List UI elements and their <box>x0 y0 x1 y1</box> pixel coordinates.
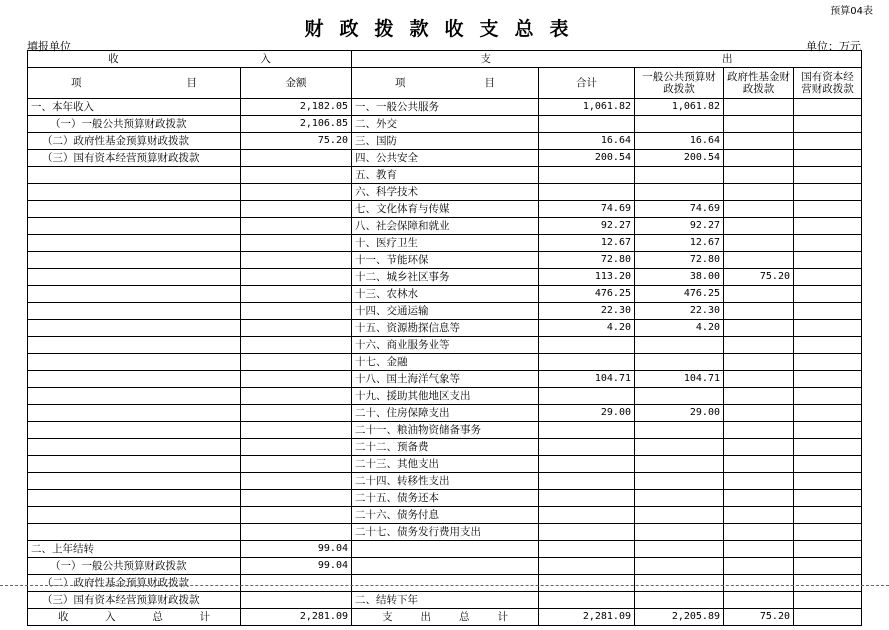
state-capital-amount <box>794 388 862 405</box>
general-budget-amount: 74.69 <box>635 201 724 218</box>
expense-item: 七、文化体育与传媒 <box>352 201 539 218</box>
state-capital-amount <box>794 99 862 116</box>
income-item <box>28 490 241 507</box>
income-item: （一）一般公共预算财政拨款 <box>28 558 241 575</box>
expense-item: 十九、援助其他地区支出 <box>352 388 539 405</box>
income-item <box>28 439 241 456</box>
state-capital-amount <box>794 524 862 541</box>
expense-item: 八、社会保障和就业 <box>352 218 539 235</box>
expense-total: 72.80 <box>539 252 635 269</box>
general-budget-amount: 104.71 <box>635 371 724 388</box>
gov-fund-amount <box>724 303 794 320</box>
item-label: 项 <box>71 77 82 89</box>
income-amount <box>241 269 352 286</box>
expense-total: 200.54 <box>539 150 635 167</box>
expense-item: 二十三、其他支出 <box>352 456 539 473</box>
table-row <box>28 99 862 116</box>
state-capital-amount <box>794 473 862 490</box>
expense-total <box>539 490 635 507</box>
expense-total <box>539 456 635 473</box>
general-budget-amount: 22.30 <box>635 303 724 320</box>
expense-item: 十八、国土海洋气象等 <box>352 371 539 388</box>
income-amount <box>241 286 352 303</box>
state-capital-amount <box>794 541 862 558</box>
expense-total <box>539 422 635 439</box>
expense-total: 29.00 <box>539 405 635 422</box>
table-row <box>28 439 862 456</box>
state-capital-header: 国有资本经营财政拨款 <box>794 68 862 99</box>
expense-item: 四、公共安全 <box>352 150 539 167</box>
header-row-2 <box>28 68 862 99</box>
expense-item: 二十五、债务还本 <box>352 490 539 507</box>
reporting-unit-label: 填报单位 <box>27 40 71 53</box>
gov-fund-amount <box>724 575 794 592</box>
income-total: 2,281.09 <box>241 609 352 626</box>
table-row <box>28 456 862 473</box>
gov-fund-total: 75.20 <box>724 609 794 626</box>
general-budget-amount <box>635 507 724 524</box>
gov-fund-amount <box>724 286 794 303</box>
income-item <box>28 167 241 184</box>
gov-fund-amount <box>724 167 794 184</box>
state-capital-amount <box>794 320 862 337</box>
expense-total <box>539 558 635 575</box>
state-capital-amount <box>794 252 862 269</box>
expense-item: 二十、住房保障支出 <box>352 405 539 422</box>
income-amount: 2,182.05 <box>241 99 352 116</box>
expense-item: 六、科学技术 <box>352 184 539 201</box>
state-capital-amount <box>794 235 862 252</box>
gov-fund-amount <box>724 150 794 167</box>
general-budget-amount <box>635 337 724 354</box>
gov-fund-amount <box>724 558 794 575</box>
income-amount <box>241 507 352 524</box>
income-item: （三）国有资本经营预算财政拨款 <box>28 150 241 167</box>
state-capital-amount <box>794 116 862 133</box>
income-item <box>28 405 241 422</box>
table-row <box>28 167 862 184</box>
expense-item: 二十一、粮油物资储备事务 <box>352 422 539 439</box>
general-budget-amount <box>635 558 724 575</box>
general-budget-amount: 200.54 <box>635 150 724 167</box>
table-row <box>28 473 862 490</box>
general-budget-amount: 12.67 <box>635 235 724 252</box>
state-capital-amount <box>794 575 862 592</box>
expense-item: 十三、农林水 <box>352 286 539 303</box>
table-row <box>28 252 862 269</box>
income-amount <box>241 337 352 354</box>
income-item <box>28 371 241 388</box>
expense-header-text: 支 <box>480 53 492 65</box>
income-item <box>28 235 241 252</box>
expense-item: 十四、交通运输 <box>352 303 539 320</box>
income-amount <box>241 371 352 388</box>
general-budget-amount: 72.80 <box>635 252 724 269</box>
expense-total: 1,061.82 <box>539 99 635 116</box>
table-row <box>28 269 862 286</box>
general-budget-amount <box>635 439 724 456</box>
expense-item: 二十六、债务付息 <box>352 507 539 524</box>
income-item <box>28 507 241 524</box>
income-amount <box>241 201 352 218</box>
state-capital-amount <box>794 490 862 507</box>
table-row <box>28 592 862 609</box>
expense-item: 十一、节能环保 <box>352 252 539 269</box>
general-budget-amount <box>635 456 724 473</box>
expense-item: 三、国防 <box>352 133 539 150</box>
expense-total <box>539 354 635 371</box>
general-budget-amount: 38.00 <box>635 269 724 286</box>
expense-item: 二十七、债务发行费用支出 <box>352 524 539 541</box>
gov-fund-amount <box>724 354 794 371</box>
gov-fund-amount <box>724 473 794 490</box>
expense-total <box>539 541 635 558</box>
income-item: （二）政府性基金预算财政拨款 <box>28 133 241 150</box>
expense-item: 十七、金融 <box>352 354 539 371</box>
expense-total: 74.69 <box>539 201 635 218</box>
income-item: 一、本年收入 <box>28 99 241 116</box>
income-item <box>28 252 241 269</box>
gov-fund-amount <box>724 99 794 116</box>
general-budget-amount <box>635 473 724 490</box>
table-row <box>28 507 862 524</box>
income-amount <box>241 405 352 422</box>
income-amount <box>241 167 352 184</box>
income-amount <box>241 422 352 439</box>
general-budget-amount <box>635 575 724 592</box>
income-total-label: 收入总计 <box>28 609 241 626</box>
expense-item: 五、教育 <box>352 167 539 184</box>
income-item <box>28 524 241 541</box>
income-item: （一）一般公共预算财政拨款 <box>28 116 241 133</box>
income-item <box>28 354 241 371</box>
general-budget-amount: 4.20 <box>635 320 724 337</box>
table-row <box>28 320 862 337</box>
expense-header-text2: 出 <box>721 53 733 65</box>
gov-fund-amount <box>724 184 794 201</box>
page-title: 财政拨款收支总表 <box>304 18 585 40</box>
table-row <box>28 558 862 575</box>
state-capital-amount <box>794 558 862 575</box>
state-capital-amount <box>794 150 862 167</box>
gov-fund-amount <box>724 507 794 524</box>
expense-total: 12.67 <box>539 235 635 252</box>
table-row <box>28 286 862 303</box>
gov-fund-amount <box>724 405 794 422</box>
item-label: 项 <box>395 77 406 89</box>
expense-total <box>539 473 635 490</box>
general-budget-amount <box>635 116 724 133</box>
expense-total <box>539 592 635 609</box>
income-item <box>28 269 241 286</box>
gov-fund-amount <box>724 218 794 235</box>
income-amount <box>241 490 352 507</box>
income-item-header <box>28 68 241 99</box>
income-header-text2: 入 <box>260 53 271 65</box>
gov-fund-amount <box>724 490 794 507</box>
income-amount: 99.04 <box>241 541 352 558</box>
gov-fund-amount <box>724 388 794 405</box>
gov-fund-amount <box>724 592 794 609</box>
budget-table <box>27 50 862 626</box>
income-amount: 99.04 <box>241 558 352 575</box>
expense-item: 十二、城乡社区事务 <box>352 269 539 286</box>
income-amount <box>241 218 352 235</box>
gov-fund-amount <box>724 201 794 218</box>
gov-fund-amount <box>724 422 794 439</box>
gov-fund-amount <box>724 337 794 354</box>
unit-label: 单位：万元 <box>806 40 861 53</box>
expense-item: 二十四、转移性支出 <box>352 473 539 490</box>
expense-item: 十六、商业服务业等 <box>352 337 539 354</box>
income-amount <box>241 473 352 490</box>
state-capital-amount <box>794 303 862 320</box>
expense-total <box>539 388 635 405</box>
gov-fund-amount <box>724 524 794 541</box>
state-capital-amount <box>794 286 862 303</box>
income-amount <box>241 388 352 405</box>
income-item <box>28 337 241 354</box>
table-row <box>28 303 862 320</box>
general-budget-amount: 92.27 <box>635 218 724 235</box>
expense-total: 22.30 <box>539 303 635 320</box>
income-amount <box>241 439 352 456</box>
income-amount <box>241 320 352 337</box>
table-row <box>28 524 862 541</box>
expense-header <box>352 51 862 68</box>
table-row <box>28 150 862 167</box>
state-capital-amount <box>794 592 862 609</box>
income-item <box>28 473 241 490</box>
general-budget-amount <box>635 524 724 541</box>
expense-total <box>539 116 635 133</box>
general-budget-amount <box>635 354 724 371</box>
state-capital-amount <box>794 354 862 371</box>
state-capital-amount <box>794 184 862 201</box>
expense-grand-total: 2,281.09 <box>539 609 635 626</box>
income-amount: 75.20 <box>241 133 352 150</box>
income-header-text: 收 <box>108 53 119 65</box>
expense-total <box>539 575 635 592</box>
expense-item <box>352 575 539 592</box>
expense-total: 92.27 <box>539 218 635 235</box>
income-amount <box>241 184 352 201</box>
table-row <box>28 133 862 150</box>
general-budget-amount <box>635 167 724 184</box>
gov-fund-amount <box>724 133 794 150</box>
income-amount <box>241 235 352 252</box>
expense-total <box>539 439 635 456</box>
gov-fund-amount <box>724 320 794 337</box>
expense-item: 二、结转下年 <box>352 592 539 609</box>
expense-total: 16.64 <box>539 133 635 150</box>
income-amount <box>241 524 352 541</box>
gov-fund-amount <box>724 371 794 388</box>
income-amount: 2,106.85 <box>241 116 352 133</box>
gov-fund-amount <box>724 116 794 133</box>
income-item: （二）政府性基金预算财政拨款 <box>28 575 241 592</box>
general-budget-amount: 16.64 <box>635 133 724 150</box>
expense-total <box>539 184 635 201</box>
income-amount <box>241 303 352 320</box>
gov-fund-amount <box>724 235 794 252</box>
form-code: 预算04表 <box>830 6 873 17</box>
general-budget-header: 一般公共预算财政拨款 <box>635 68 724 99</box>
gov-fund-header: 政府性基金财政拨款 <box>724 68 794 99</box>
expense-total <box>539 524 635 541</box>
totals-row <box>28 609 862 626</box>
table-row <box>28 354 862 371</box>
table-row <box>28 116 862 133</box>
general-budget-amount <box>635 422 724 439</box>
expense-total <box>539 337 635 354</box>
gov-fund-amount <box>724 439 794 456</box>
expense-item: 十五、资源勘探信息等 <box>352 320 539 337</box>
state-capital-amount <box>794 167 862 184</box>
expense-total-label: 支出总计 <box>352 609 539 626</box>
general-budget-amount: 476.25 <box>635 286 724 303</box>
table-row <box>28 184 862 201</box>
income-item <box>28 422 241 439</box>
total-header: 合计 <box>539 68 635 99</box>
income-amount <box>241 456 352 473</box>
amount-header: 金额 <box>241 68 352 99</box>
income-amount <box>241 150 352 167</box>
general-budget-amount <box>635 592 724 609</box>
table-row <box>28 575 862 592</box>
income-item <box>28 201 241 218</box>
expense-total <box>539 507 635 524</box>
general-budget-total: 2,205.89 <box>635 609 724 626</box>
expense-total: 476.25 <box>539 286 635 303</box>
table-row <box>28 218 862 235</box>
expense-item <box>352 558 539 575</box>
gov-fund-amount <box>724 456 794 473</box>
table-row <box>28 541 862 558</box>
income-item: 二、上年结转 <box>28 541 241 558</box>
expense-item: 十、医疗卫生 <box>352 235 539 252</box>
state-capital-amount <box>794 422 862 439</box>
income-amount <box>241 354 352 371</box>
income-item <box>28 456 241 473</box>
state-capital-amount <box>794 439 862 456</box>
income-item <box>28 320 241 337</box>
general-budget-amount <box>635 388 724 405</box>
item-label2: 目 <box>186 77 197 89</box>
state-capital-total <box>794 609 862 626</box>
table-row <box>28 337 862 354</box>
expense-total: 113.20 <box>539 269 635 286</box>
expense-total: 4.20 <box>539 320 635 337</box>
table-row <box>28 388 862 405</box>
state-capital-amount <box>794 456 862 473</box>
general-budget-amount: 1,061.82 <box>635 99 724 116</box>
income-item <box>28 303 241 320</box>
general-budget-amount <box>635 541 724 558</box>
header-row-1 <box>28 51 862 68</box>
state-capital-amount <box>794 337 862 354</box>
income-item <box>28 388 241 405</box>
table-row <box>28 422 862 439</box>
item-label2: 目 <box>484 77 495 89</box>
expense-item <box>352 541 539 558</box>
state-capital-amount <box>794 405 862 422</box>
state-capital-amount <box>794 218 862 235</box>
table-row <box>28 371 862 388</box>
income-item <box>28 286 241 303</box>
expense-item: 二十二、预备费 <box>352 439 539 456</box>
state-capital-amount <box>794 269 862 286</box>
income-amount <box>241 575 352 592</box>
income-item: （三）国有资本经营预算财政拨款 <box>28 592 241 609</box>
general-budget-amount <box>635 184 724 201</box>
table-row <box>28 201 862 218</box>
income-amount <box>241 252 352 269</box>
income-amount <box>241 592 352 609</box>
state-capital-amount <box>794 133 862 150</box>
table-row <box>28 405 862 422</box>
state-capital-amount <box>794 507 862 524</box>
expense-item: 一、一般公共服务 <box>352 99 539 116</box>
gov-fund-amount <box>724 252 794 269</box>
expense-item-header <box>352 68 539 99</box>
gov-fund-amount <box>724 541 794 558</box>
gov-fund-amount: 75.20 <box>724 269 794 286</box>
general-budget-amount <box>635 490 724 507</box>
state-capital-amount <box>794 201 862 218</box>
income-item <box>28 218 241 235</box>
table-row <box>28 490 862 507</box>
income-item <box>28 184 241 201</box>
income-header <box>28 51 352 68</box>
state-capital-amount <box>794 371 862 388</box>
expense-item: 二、外交 <box>352 116 539 133</box>
general-budget-amount: 29.00 <box>635 405 724 422</box>
expense-total: 104.71 <box>539 371 635 388</box>
expense-total <box>539 167 635 184</box>
table-row <box>28 235 862 252</box>
dashed-divider <box>0 585 889 586</box>
